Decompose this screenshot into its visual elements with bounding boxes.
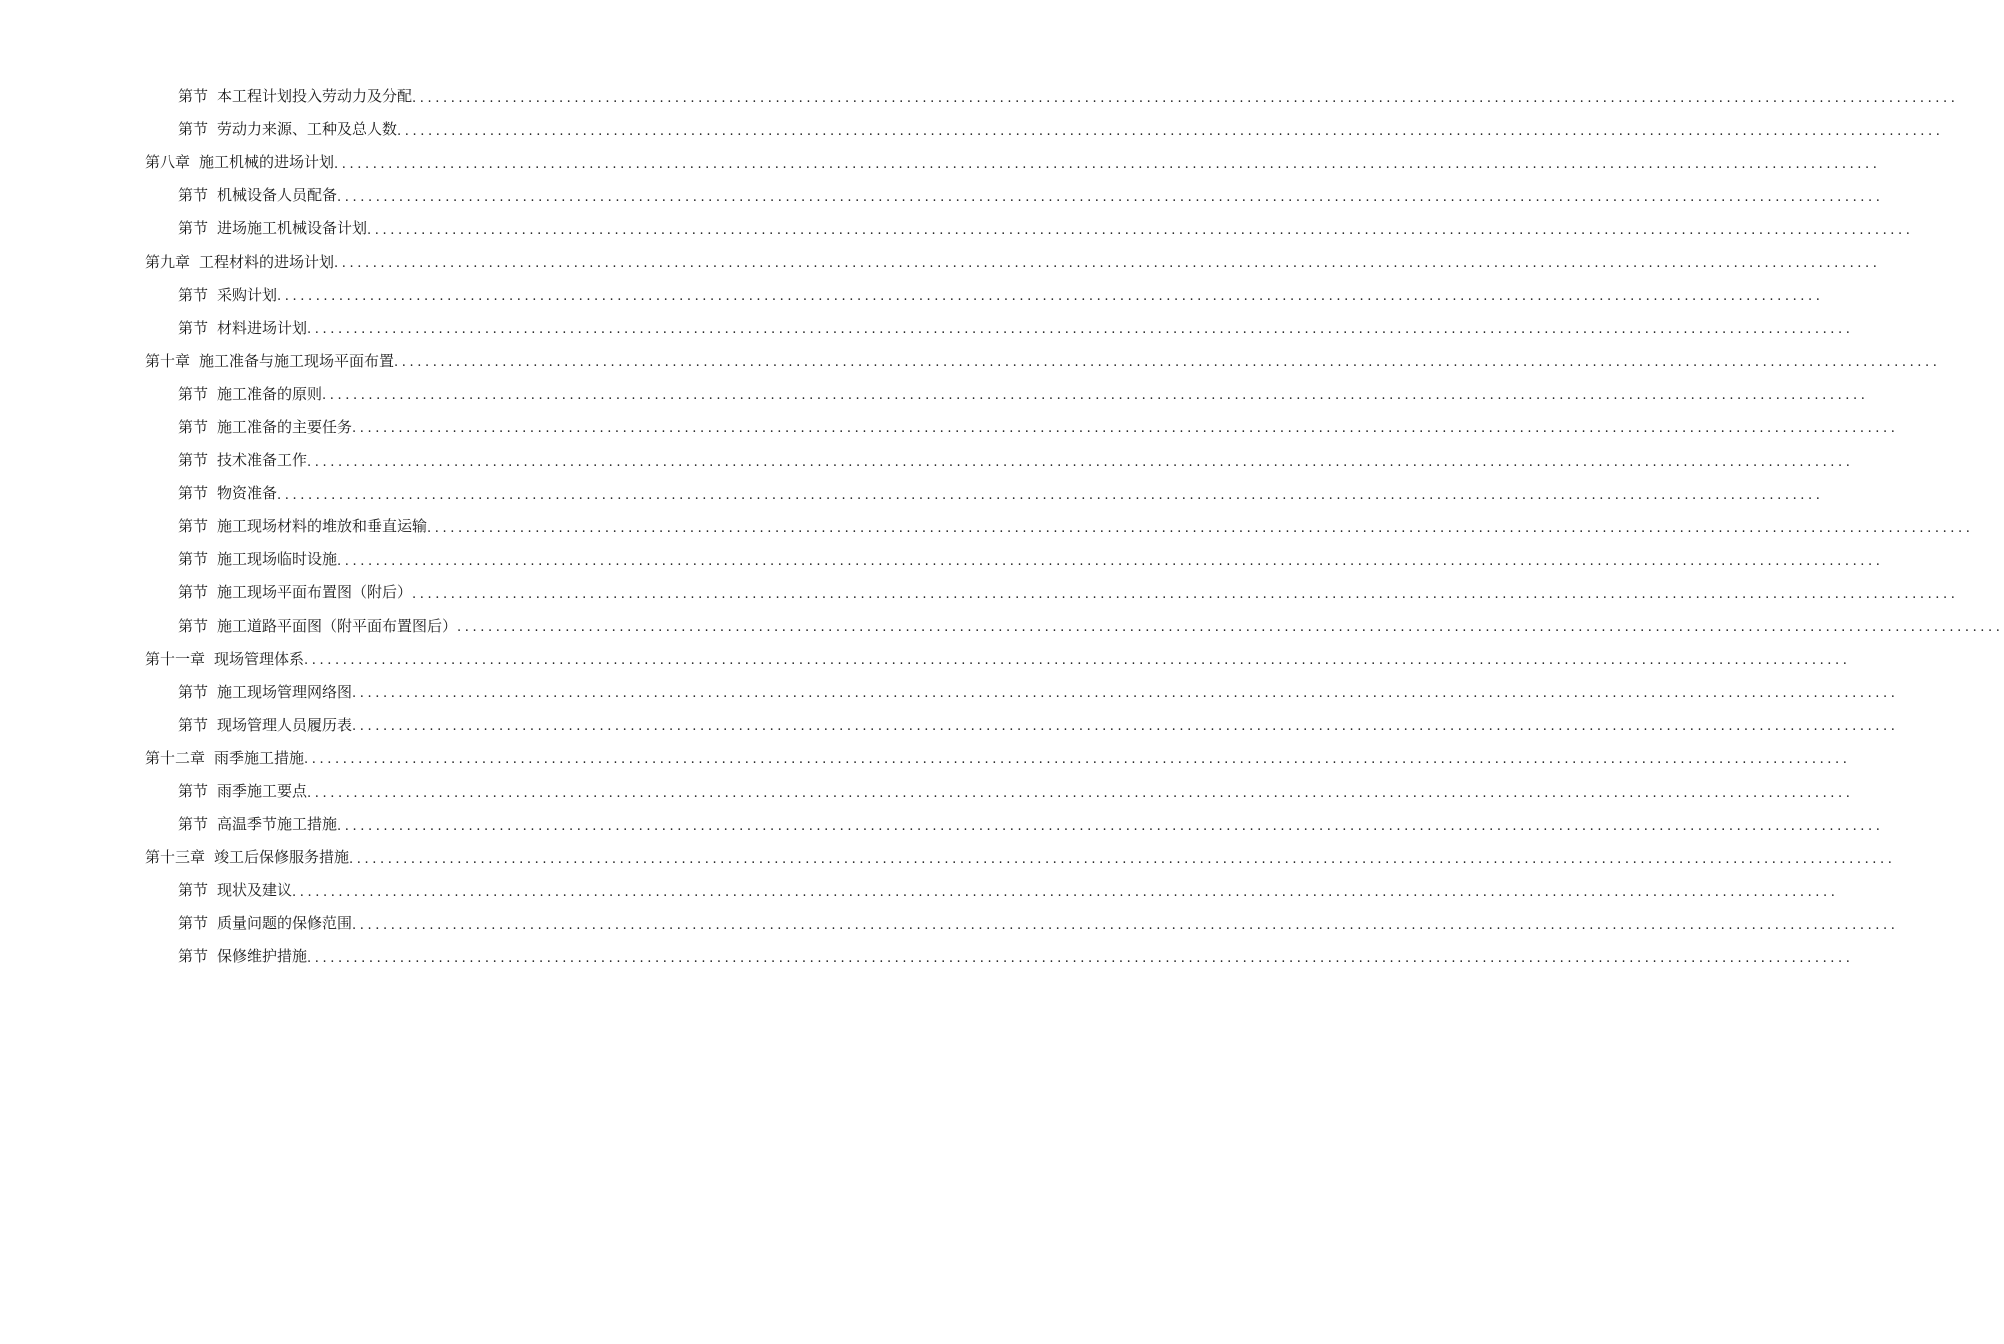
dot-leader: ........................................................................................................................................................................................................ xyxy=(427,520,1974,536)
toc-section-entry[interactable] xyxy=(0,212,1914,245)
toc-entry-title: 机械设备人员配备 xyxy=(217,186,338,205)
toc-section-entry[interactable] xyxy=(0,940,1854,973)
toc-entry-number: 第节 xyxy=(178,120,209,139)
toc-chapter-entry[interactable] xyxy=(0,146,1881,179)
dot-leader: ........................................................................................................................................................................................................ xyxy=(334,156,1881,172)
toc-entry-number: 第八章 xyxy=(145,153,191,172)
toc-chapter-entry[interactable] xyxy=(0,742,1851,775)
toc-section-entry[interactable] xyxy=(0,312,1854,345)
toc-entry-number: 第十三章 xyxy=(145,848,206,867)
toc-entry-title: 施工现场平面布置图（附后） xyxy=(217,583,413,602)
dot-leader: ........................................................................................................................................................................................................ xyxy=(277,289,1824,305)
dot-leader: ........................................................................................................................................................................................................ xyxy=(367,222,1914,238)
dot-leader: ........................................................................................................................................................................................................ xyxy=(352,917,1899,933)
toc-entry-title: 工程材料的进场计划 xyxy=(199,252,335,271)
dot-leader: ........................................................................................................................................................................................................ xyxy=(307,322,1854,338)
toc-entry-number: 第节 xyxy=(178,484,209,503)
toc-entry-title: 施工准备的主要任务 xyxy=(217,417,353,436)
toc-entry-number: 第节 xyxy=(178,815,209,834)
dot-leader: ........................................................................................................................................................................................................ xyxy=(352,421,1899,437)
toc-section-entry[interactable] xyxy=(0,510,1974,543)
toc-section-entry[interactable] xyxy=(0,411,1899,444)
toc-entry-title: 雨季施工措施 xyxy=(214,748,305,767)
toc-entry-number: 第节 xyxy=(178,682,209,701)
toc-entry-title: 劳动力来源、工种及总人数 xyxy=(217,120,398,139)
toc-entry-title: 质量问题的保修范围 xyxy=(217,914,353,933)
toc-section-entry[interactable] xyxy=(0,477,1824,510)
toc-chapter-entry[interactable] xyxy=(0,245,1881,278)
toc-entry-title: 本工程计划投入劳动力及分配 xyxy=(217,87,413,106)
dot-leader: ........................................................................................................................................................................................................ xyxy=(307,454,1854,470)
toc-entry-title: 施工准备与施工现场平面布置 xyxy=(199,351,395,370)
toc-section-entry[interactable] xyxy=(0,874,1839,907)
dot-leader: ........................................................................................................................................................................................................ xyxy=(337,818,1884,834)
toc-entry-number: 第十章 xyxy=(145,351,191,370)
toc-entry-title: 施工现场临时设施 xyxy=(217,550,338,569)
dot-leader: ........................................................................................................................................................................................................ xyxy=(457,620,2004,636)
dot-leader: ........................................................................................................................................................................................................ xyxy=(322,388,1869,404)
toc-section-entry[interactable] xyxy=(0,610,2004,643)
toc-entry-number: 第十一章 xyxy=(145,649,206,668)
toc-entry-title: 保修维护措施 xyxy=(217,947,308,966)
toc-section-entry[interactable] xyxy=(0,775,1854,808)
toc-entry-number: 第节 xyxy=(178,451,209,470)
dot-leader: ........................................................................................................................................................................................................ xyxy=(397,123,1944,139)
dot-leader: ........................................................................................................................................................................................................ xyxy=(304,653,1851,669)
toc-chapter-entry[interactable] xyxy=(0,643,1851,676)
dot-leader: ........................................................................................................................................................................................................ xyxy=(307,785,1854,801)
toc-entry-number: 第节 xyxy=(178,715,209,734)
dot-leader: ........................................................................................................................................................................................................ xyxy=(352,686,1899,702)
toc-entry-number: 第节 xyxy=(178,517,209,536)
toc-section-entry[interactable] xyxy=(0,378,1869,411)
toc-entry-title: 进场施工机械设备计划 xyxy=(217,219,368,238)
dot-leader: ........................................................................................................................................................................................................ xyxy=(277,487,1824,503)
dot-leader: ........................................................................................................................................................................................................ xyxy=(412,90,1959,106)
toc-entry-number: 第节 xyxy=(178,219,209,238)
toc-entry-title: 采购计划 xyxy=(217,285,278,304)
toc-section-entry[interactable] xyxy=(0,179,1884,212)
toc-entry-title: 施工现场管理网络图 xyxy=(217,682,353,701)
toc-section-entry[interactable] xyxy=(0,80,1959,113)
toc-chapter-entry[interactable] xyxy=(0,345,1941,378)
toc-entry-title: 现场管理体系 xyxy=(214,649,305,668)
toc-entry-number: 第节 xyxy=(178,186,209,205)
dot-leader: ........................................................................................................................................................................................................ xyxy=(304,752,1851,768)
dot-leader: ........................................................................................................................................................................................................ xyxy=(337,189,1884,205)
toc-entry-number: 第节 xyxy=(178,782,209,801)
toc-entry-number: 第节 xyxy=(178,550,209,569)
toc-entry-number: 第节 xyxy=(178,583,209,602)
toc-entry-number: 第节 xyxy=(178,285,209,304)
toc-entry-title: 现状及建议 xyxy=(217,881,293,900)
toc-entry-title: 物资准备 xyxy=(217,484,278,503)
toc-section-entry[interactable] xyxy=(0,113,1944,146)
dot-leader: ........................................................................................................................................................................................................ xyxy=(337,553,1884,569)
toc-chapter-entry[interactable] xyxy=(0,841,1896,874)
toc-entry-number: 第节 xyxy=(178,881,209,900)
toc-entry-number: 第节 xyxy=(178,87,209,106)
dot-leader: ........................................................................................................................................................................................................ xyxy=(307,950,1854,966)
toc-entry-title: 现场管理人员履历表 xyxy=(217,715,353,734)
toc-entry-title: 竣工后保修服务措施 xyxy=(214,848,350,867)
toc-entry-title: 高温季节施工措施 xyxy=(217,815,338,834)
toc-entry-number: 第节 xyxy=(178,616,209,635)
toc-entry-title: 施工道路平面图（附平面布置图后） xyxy=(217,616,458,635)
toc-entry-number: 第节 xyxy=(178,947,209,966)
toc-section-entry[interactable] xyxy=(0,543,1884,576)
toc-entry-number: 第节 xyxy=(178,417,209,436)
dot-leader: ........................................................................................................................................................................................................ xyxy=(352,719,1899,735)
toc-entry-number: 第节 xyxy=(178,914,209,933)
table-of-contents xyxy=(0,80,2004,974)
toc-entry-title: 技术准备工作 xyxy=(217,451,308,470)
dot-leader: ........................................................................................................................................................................................................ xyxy=(394,355,1941,371)
toc-entry-title: 施工准备的原则 xyxy=(217,384,323,403)
toc-entry-title: 雨季施工要点 xyxy=(217,782,308,801)
toc-entry-number: 第节 xyxy=(178,384,209,403)
dot-leader: ........................................................................................................................................................................................................ xyxy=(334,256,1881,272)
dot-leader: ........................................................................................................................................................................................................ xyxy=(292,884,1839,900)
toc-section-entry[interactable] xyxy=(0,907,1899,940)
toc-entry-title: 施工机械的进场计划 xyxy=(199,153,335,172)
dot-leader: ........................................................................................................................................................................................................ xyxy=(412,586,1959,602)
toc-section-entry[interactable] xyxy=(0,444,1854,477)
dot-leader: ........................................................................................................................................................................................................ xyxy=(349,851,1896,867)
toc-section-entry[interactable] xyxy=(0,709,1899,742)
toc-section-entry[interactable] xyxy=(0,676,1899,709)
toc-section-entry[interactable] xyxy=(0,279,1824,312)
toc-entry-number: 第九章 xyxy=(145,252,191,271)
toc-section-entry[interactable] xyxy=(0,576,1959,609)
toc-entry-title: 材料进场计划 xyxy=(217,318,308,337)
toc-entry-number: 第十二章 xyxy=(145,748,206,767)
toc-entry-number: 第节 xyxy=(178,318,209,337)
toc-entry-title: 施工现场材料的堆放和垂直运输 xyxy=(217,517,428,536)
toc-section-entry[interactable] xyxy=(0,808,1884,841)
